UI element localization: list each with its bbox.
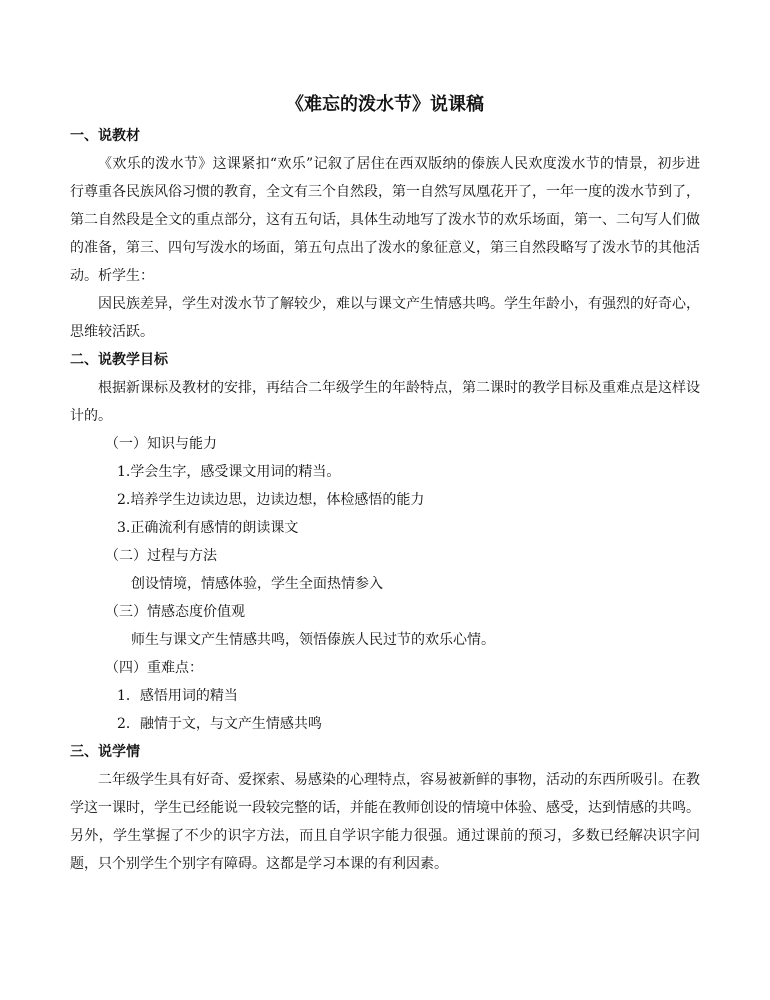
goal-text: 创设情境，情感体验，学生全面热情参入 <box>131 576 383 592</box>
goal-item: 3.正确流利有感情的朗读课文 <box>117 520 299 536</box>
goal-item: 1.学会生字，感受课文用词的精当。 <box>117 464 341 480</box>
goal-label: （三）情感态度价值观 <box>105 604 245 620</box>
paragraph: 因民族差异，学生对泼水节了解较少，难以与课文产生情感共鸣。学生年龄小，有强烈的好奇心，思维较活跃。 <box>70 296 700 340</box>
goal-item: 2．融情于文，与文产生情感共鸣 <box>117 716 322 732</box>
section-heading-goals: 二、说教学目标 <box>70 352 168 368</box>
goal-label: （二）过程与方法 <box>105 548 217 564</box>
goal-label: （一）知识与能力 <box>105 436 217 452</box>
section-heading-textbook: 一、说教材 <box>70 128 140 144</box>
document-title: 《难忘的泼水节》说课稿 <box>286 94 484 115</box>
goal-label: （四）重难点： <box>105 660 203 676</box>
goal-text: 师生与课文产生情感共鸣，领悟傣族人民过节的欢乐心情。 <box>131 632 495 648</box>
goal-item: 1．感悟用词的精当 <box>117 688 238 704</box>
paragraph: 根据新课标及教材的安排，再结合二年级学生的年龄特点，第二课时的教学目标及重难点是这样设计的。 <box>70 380 700 424</box>
paragraph: 《欢乐的泼水节》这课紧扣“欢乐”记叙了居住在西双版纳的傣族人民欢度泼水节的情景，初步进行尊重各民族风俗习惯的教育，全文有三个自然段，第一自然写凤凰花开了，一年一度的泼水节到了，第二自然段是全文的重点部分，这有五句话，具体生动地写了泼水节的欢乐场面，第一、二句写人们做的准备，第三、四句写泼水的场面，第五句点出了泼水的象征意义，第三自然段略写了泼水节的其他活动。析学生： <box>70 156 700 284</box>
goal-item: 2.培养学生边读边思，边读边想，体检感悟的能力 <box>117 492 425 508</box>
document-body <box>70 92 700 878</box>
paragraph: 二年级学生具有好奇、爱探索、易感染的心理特点，容易被新鲜的事物，活动的东西所吸引。在教学这一课时，学生已经能说一段较完整的话，并能在教师创设的情境中体验、感受，达到情感的共鸣。另外，学生掌握了不少的识字方法，而且自学识字能力很强。通过课前的预习，多数已经解决识字问题，只个别学生个别字有障碍。这都是学习本课的有利因素。 <box>70 772 700 872</box>
section-heading-students: 三、说学情 <box>70 744 140 760</box>
